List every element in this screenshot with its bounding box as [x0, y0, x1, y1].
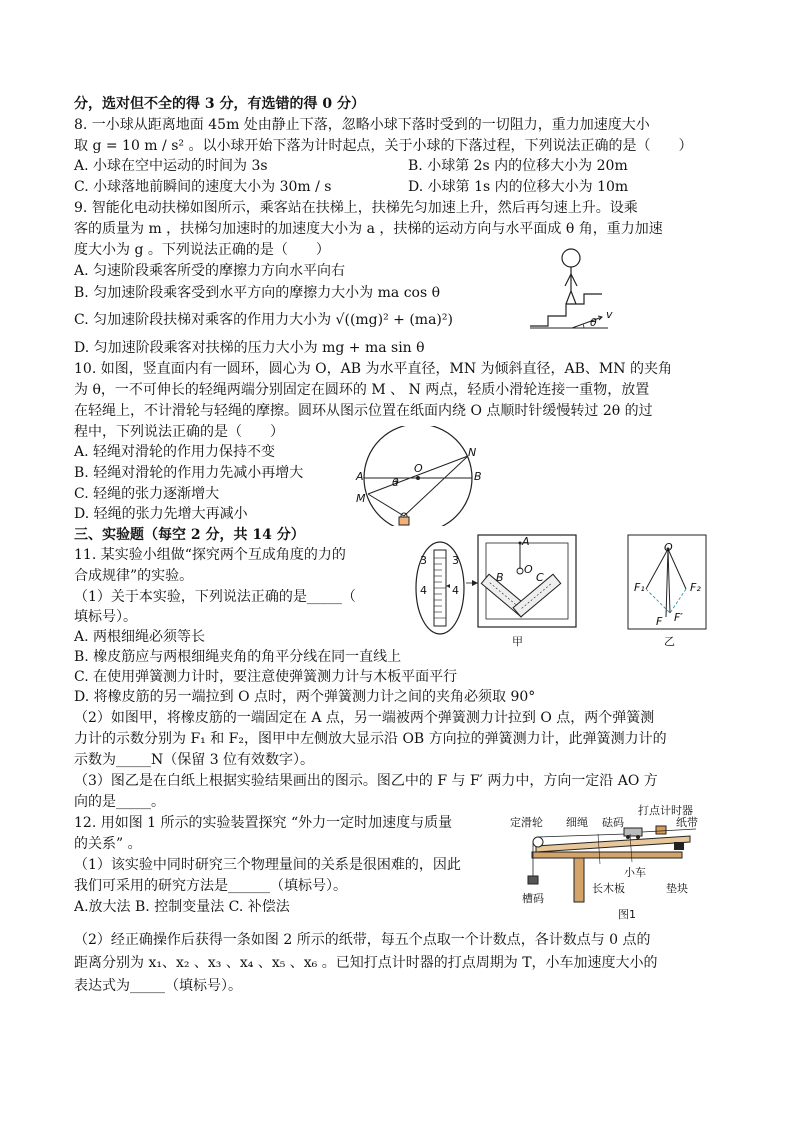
- label-cart: 小车: [624, 866, 646, 879]
- label-block: 垫块: [666, 882, 688, 895]
- q11-part2-line1: （2）如图甲，将橡皮筋的一端固定在 A 点，另一端被两个弹簧测力计拉到 O 点，两个弹簧测: [74, 710, 655, 726]
- q8-option-b: B. 小球第 2s 内的位移大小为 20m: [408, 158, 628, 174]
- q12-stem-line1: 12. 用如图 1 所示的实验装置探究 “外力一定时加速度与质量: [74, 815, 453, 831]
- escalator-theta-label: θ: [590, 316, 597, 329]
- q10-stem-line2: 为 θ，一不可伸长的轻绳两端分别固定在圆环的 M 、 N 两点，轻质小滑轮连接一重物，放置: [74, 382, 650, 398]
- jia-point-a-label: A: [522, 535, 530, 548]
- q9-option-c: C. 匀加速阶段扶梯对乘客的作用力大小为 √((mg)² + (ma)²): [74, 312, 453, 328]
- label-board: 长木板: [592, 882, 625, 895]
- q11-part1-line1: （1）关于本实验，下列说法正确的是_____（: [74, 589, 356, 605]
- scale-mark-4-right: 4: [452, 584, 459, 597]
- q10-stem-line4: 程中，下列说法正确的是（ ）: [74, 424, 284, 440]
- figure-jia: [460, 533, 580, 648]
- jia-point-b-label: B: [496, 571, 504, 584]
- q10-option-c: C. 轻绳的张力逐渐增大: [74, 486, 220, 502]
- q12-part1-line2: 我们可采用的研究方法是______（填标号）。: [74, 878, 347, 894]
- q10-stem-line3: 在轻绳上，不计滑轮与轻绳的摩擦。圆环从图示位置在纸面内绕 O 点顺时针缓慢转过 2θ 的过: [74, 403, 653, 419]
- yi-point-o-label: O: [664, 541, 673, 554]
- q11-part3-line1: （3）图乙是在白纸上根据实验结果画出的图示。图乙中的 F 与 F′ 两力中，方向一定沿 AO 方: [74, 773, 658, 789]
- q12-part2-line3: 表达式为_____（填标号）。: [74, 978, 242, 994]
- q11-stem-line2: 合成规律”的实验。: [74, 568, 194, 584]
- escalator-figure: [528, 246, 628, 332]
- q11-stem-line1: 11. 某实验小组做“探究两个互成角度的力的: [74, 547, 346, 563]
- label-string: 细绳: [566, 816, 588, 829]
- yi-f-label: F: [656, 615, 663, 628]
- q8-option-d: D. 小球第 1s 内的位移大小为 10m: [408, 179, 629, 195]
- yi-caption: 乙: [664, 635, 675, 648]
- scale-mark-4-left: 4: [420, 584, 427, 597]
- label-weight: 砝码: [602, 816, 624, 829]
- ring-point-m-label: M: [356, 492, 366, 505]
- q11-option-a: A. 两根细绳必须等长: [74, 629, 206, 645]
- ring-figure: [356, 426, 488, 526]
- q9-stem-line3: 度大小为 g 。下列说法正确的是（ ）: [74, 242, 330, 258]
- q8-option-c: C. 小球落地前瞬间的速度大小为 30m / s: [74, 179, 332, 195]
- scale-mark-3-right: 3: [452, 554, 459, 567]
- q12-part1-options: A.放大法 B. 控制变量法 C. 补偿法: [74, 899, 290, 915]
- q9-option-d: D. 匀加速阶段乘客对扶梯的压力大小为 mg + ma sin θ: [74, 340, 425, 356]
- label-pulley: 定滑轮: [510, 816, 543, 829]
- label-timer: 打点计时器: [638, 804, 693, 817]
- q9-option-a: A. 匀速阶段乘客所受的摩擦力方向水平向右: [74, 263, 346, 279]
- q11-part3-line2: 向的是_____。: [74, 794, 165, 810]
- figure-yi: [626, 533, 708, 648]
- scoring-note: 分，选对但不全的得 3 分，有选错的得 0 分）: [74, 96, 365, 112]
- ring-point-a-label: A: [356, 470, 364, 483]
- escalator-v-label: v: [606, 308, 613, 321]
- q10-option-d: D. 轻绳的张力先增大再减小: [74, 506, 248, 522]
- q8-stem-line1: 8. 一小球从距离地面 45m 处由静止下落，忽略小球下落时受到的一切阻力，重力加速度大小: [74, 117, 650, 133]
- ring-point-n-label: N: [468, 446, 477, 459]
- label-hook-weight: 槽码: [522, 892, 544, 905]
- q12-part2-line2: 距离分别为 x₁、x₂ 、x₃ 、x₄ 、x₅ 、x₆ 。已知打点计时器的打点周期为 T，小车加速度大小的: [74, 955, 658, 971]
- q11-part2-line3: 示数为_____N（保留 3 位有效数字）。: [74, 752, 315, 768]
- scale-mark-3-left: 3: [420, 554, 427, 567]
- q11-option-b: B. 橡皮筋应与两根细绳夹角的角平分线在同一直线上: [74, 649, 402, 665]
- q12-stem-line2: 的关系” 。: [74, 836, 142, 852]
- yi-f2-label: F₂: [690, 581, 701, 594]
- section-3-title: 三、实验题（每空 2 分，共 14 分）: [74, 527, 305, 543]
- ring-point-b-label: B: [474, 470, 482, 483]
- ring-theta-label: θ: [392, 476, 399, 489]
- q11-option-c: C. 在使用弹簧测力计时，要注意使弹簧测力计与木板平面平行: [74, 669, 458, 685]
- jia-point-c-label: C: [536, 571, 544, 584]
- q10-option-b: B. 轻绳对滑轮的作用力先减小再增大: [74, 465, 304, 481]
- q9-stem-line1: 9. 智能化电动扶梯如图所示，乘客站在扶梯上，扶梯先匀加速上升，然后再匀速上升。设乘: [74, 200, 638, 216]
- yi-f1-label: F₁: [634, 581, 645, 594]
- yi-f-prime-label: F′: [674, 611, 683, 624]
- q9-stem-line2: 客的质量为 m ，扶梯匀加速时的加速度大小为 a ，扶梯的运动方向与水平面成 θ 角，重力加速: [74, 221, 663, 237]
- q11-part1-line2: 填标号）。: [74, 609, 137, 625]
- q10-stem-line1: 10. 如图，竖直面内有一圆环，圆心为 O，AB 为水平直径，MN 为倾斜直径，AB、MN 的夹角: [74, 361, 672, 377]
- q11-part2-line2: 力计的示数分别为 F₁ 和 F₂，图甲中左侧放大显示沿 OB 方向拉的弹簧测力计，此弹簧测力计的: [74, 731, 667, 747]
- q10-option-a: A. 轻绳对滑轮的作用力保持不变: [74, 444, 276, 460]
- ring-center-label: O: [414, 462, 423, 475]
- q12-part2-line1: （2）经正确操作后获得一条如图 2 所示的纸带，每五个点取一个计数点，各计数点与 0 点的: [74, 932, 651, 948]
- label-tape: 纸带: [676, 816, 698, 829]
- q8-stem-line2: 取 g = 10 m / s² 。以小球开始下落为计时起点，关于小球的下落过程，下列说法正确的是（ ）: [74, 138, 693, 154]
- jia-point-o-label: O: [524, 563, 533, 576]
- q11-option-d: D. 将橡皮筋的另一端拉到 O 点时，两个弹簧测力计之间的夹角必须取 90°: [74, 689, 536, 705]
- q9-option-b: B. 匀加速阶段乘客受到水平方向的摩擦力大小为 ma cos θ: [74, 285, 441, 301]
- jia-caption: 甲: [512, 635, 523, 648]
- cart-apparatus-figure: [508, 802, 708, 922]
- figure-1-caption: 图1: [618, 908, 636, 921]
- q12-part1-line1: （1）该实验中同时研究三个物理量间的关系是很困难的，因此: [74, 857, 461, 873]
- q8-option-a: A. 小球在空中运动的时间为 3s: [74, 158, 268, 174]
